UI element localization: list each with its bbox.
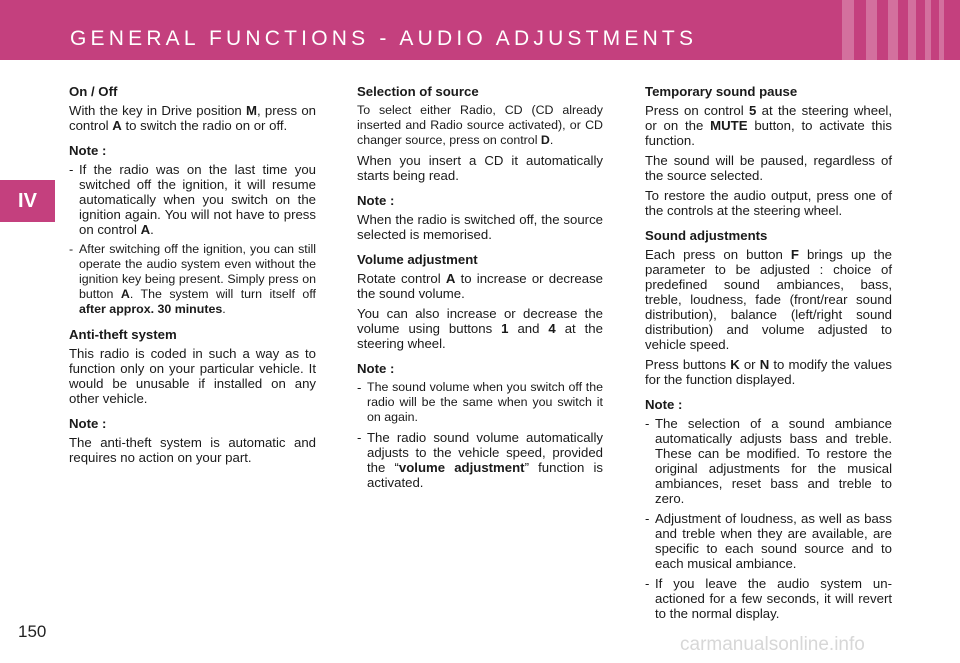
heading-note: Note : xyxy=(645,397,683,412)
paragraph-note: When the radio is switched off, the source selected is memorised. xyxy=(357,212,603,242)
paragraph-source-cd: When you insert a CD it automatically starts being read. xyxy=(357,153,603,183)
column-1 xyxy=(69,84,316,470)
heading-anti-theft: Anti-theft system xyxy=(69,327,177,342)
page-number: 150 xyxy=(18,622,47,641)
heading-note: Note : xyxy=(357,361,395,376)
paragraph-volume-buttons: You can also increase or decrease the volume using buttons 1 and 4 at the steering wheel. xyxy=(357,306,603,351)
list-item: - The radio sound volume automatically adjusts to the vehicle speed, provided the “volume adjustment” function is activated. xyxy=(357,430,603,490)
column-3 xyxy=(645,84,892,626)
heading-temporary-sound-pause: Temporary sound pause xyxy=(645,84,798,99)
paragraph-volume: Rotate control A to increase or decrease the sound volume. xyxy=(357,271,603,301)
paragraph-on-off: With the key in Drive position M, press on control A to switch the radio on or off. xyxy=(69,103,316,133)
header-stripes-decoration xyxy=(836,0,960,60)
heading-note: Note : xyxy=(69,143,107,158)
list-item: - If you leave the audio system un-actioned for a few seconds, it will revert to the normal display. xyxy=(645,576,892,621)
column-2 xyxy=(357,84,603,495)
paragraph-pause-3: To restore the audio output, press one of the controls at the steering wheel. xyxy=(645,188,892,218)
section-tab-label: IV xyxy=(18,190,37,212)
heading-volume-adjustment: Volume adjustment xyxy=(357,252,478,267)
page-header xyxy=(0,0,960,60)
heading-note: Note : xyxy=(357,193,395,208)
paragraph-note: The anti-theft system is automatic and requires no action on your part. xyxy=(69,435,316,465)
paragraph-pause-2: The sound will be paused, regardless of the source selected. xyxy=(645,153,892,183)
heading-on-off: On / Off xyxy=(69,84,118,99)
paragraph-source: To select either Radio, CD (CD already inserted and Radio source activated), or CD changer source, press on control D. xyxy=(357,103,603,147)
watermark: carmanualsonline.info xyxy=(680,634,865,655)
paragraph-sound: Each press on button F brings up the parameter to be adjusted : choice of predefined sound ambiances, bass, treble, loudness, fade (front/rear sound distribution), balance (left/right sound distribution) and volume adjusted to vehicle speed. xyxy=(645,247,892,352)
list-item: - After switching off the ignition, you can still operate the audio system even without the ignition key being present. Simply press on button A. The system will turn itself off after approx. 30 minutes. xyxy=(69,242,316,316)
list-item: - Adjustment of loudness, as well as bass and treble when they are available, are specific to each sound source and to each musical ambiance. xyxy=(645,511,892,571)
list-item: - If the radio was on the last time you switched off the ignition, it will resume automatically when you switch on the ignition again. You will not have to press on control A. xyxy=(69,162,316,237)
page-title: GENERAL FUNCTIONS - AUDIO ADJUSTMENTS xyxy=(70,27,698,50)
list-item: - The sound volume when you switch off the radio will be the same when you switch it on again. xyxy=(357,380,603,424)
paragraph-sound-buttons: Press buttons K or N to modify the values for the function displayed. xyxy=(645,357,892,387)
paragraph-anti-theft: This radio is coded in such a way as to function only on your particular vehicle. It would be unusable if installed on any other vehicle. xyxy=(69,346,316,406)
heading-sound-adjustments: Sound adjustments xyxy=(645,228,768,243)
heading-note: Note : xyxy=(69,416,107,431)
list-item: - The selection of a sound ambiance automatically adjusts bass and treble. These can be modified. To restore the original adjustments for the musical ambiances, reset bass and treble to zero. xyxy=(645,416,892,506)
paragraph-pause: Press on control 5 at the steering wheel, or on the MUTE button, to activate this function. xyxy=(645,103,893,148)
section-tab xyxy=(0,180,55,222)
heading-selection-of-source: Selection of source xyxy=(357,84,479,99)
